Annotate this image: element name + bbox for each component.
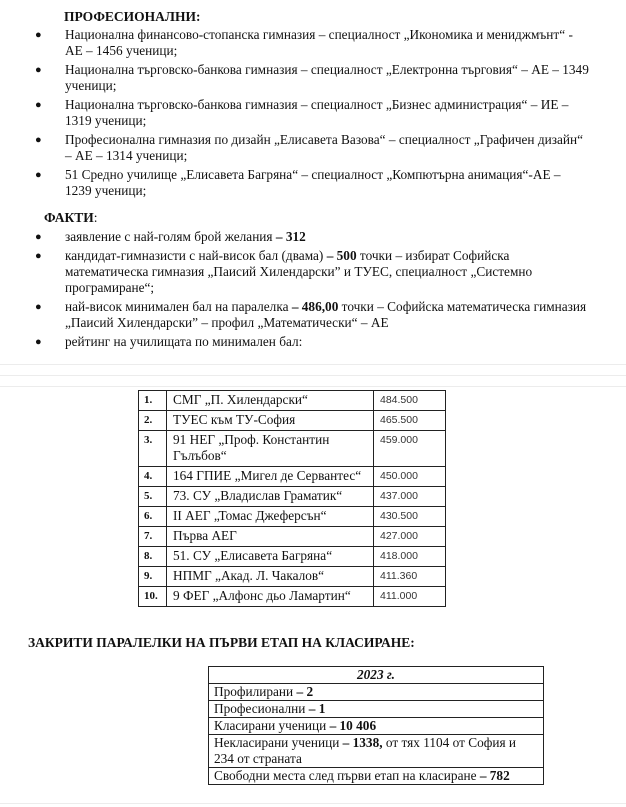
page-break-line (0, 375, 626, 376)
rank-cell: 3. (139, 431, 167, 467)
rank-cell: 1. (139, 391, 167, 411)
school-cell: II АЕГ „Томас Джеферсън“ (167, 507, 374, 527)
school-cell: Първа АЕГ (167, 527, 374, 547)
table-row (139, 507, 446, 527)
list-item: ● Национална финансово-стопанска гимназия – специалност „Икономика и мениджмънт“ - АЕ – 1456 ученици; (35, 27, 573, 58)
year-cell: 2023 г. (209, 667, 544, 684)
table-row (139, 467, 446, 487)
list-item: ● рейтинг на училищата по минимален бал: (35, 334, 303, 349)
closed-classes-table (208, 666, 544, 785)
table-row (139, 411, 446, 431)
score-cell: 430.500 (374, 507, 446, 527)
bullet-icon: ● (35, 134, 42, 146)
closed-classes-heading: ЗАКРИТИ ПАРАЛЕЛКИ НА ПЪРВИ ЕТАП НА КЛАСИРАНЕ: (28, 635, 415, 650)
school-cell: 164 ГПИЕ „Мигел де Сервантес“ (167, 467, 374, 487)
table-row (139, 391, 446, 411)
score-cell: 411.360 (374, 567, 446, 587)
table-row (139, 487, 446, 507)
list-item: ● Национална търговско-банкова гимназия – специалност „Електронна търговия“ – АЕ – 1349 ученици; (35, 62, 589, 93)
score-cell: 411.000 (374, 587, 446, 607)
bullet-icon: ● (35, 29, 42, 41)
list-item: ● заявление с най-голям брой желания – 312 (35, 229, 306, 244)
table-row (139, 587, 446, 607)
bullet-icon: ● (35, 250, 42, 262)
score-cell: 465.500 (374, 411, 446, 431)
list-item: ● 51 Средно училище „Елисавета Багряна“ – специалност „Компютърна анимация“-АЕ – 1239 ученици; (35, 167, 561, 198)
list-item: ● Професионална гимназия по дизайн „Елисавета Вазова“ – специалност „Графичен дизайн“ – АЕ – 1314 ученици; (35, 132, 584, 163)
list-item: ● Национална търговско-банкова гимназия – специалност „Бизнес администрация“ – ИЕ – 1319 ученици; (35, 97, 569, 128)
rank-cell: 7. (139, 527, 167, 547)
score-cell: 437.000 (374, 487, 446, 507)
bullet-icon: ● (35, 169, 42, 181)
bullet-icon: ● (35, 231, 42, 243)
facts-heading: ФАКТИ: (44, 210, 98, 225)
school-cell: 91 НЕГ „Проф. Константин Гълъбов“ (167, 431, 374, 467)
professional-list (30, 27, 590, 202)
rank-cell: 5. (139, 487, 167, 507)
bullet-icon: ● (35, 301, 42, 313)
school-cell: НПМГ „Акад. Л. Чакалов“ (167, 567, 374, 587)
table-row (139, 431, 446, 467)
page-break-line (0, 364, 626, 365)
table-row: Профилирани – 2 (209, 684, 544, 701)
rank-cell: 8. (139, 547, 167, 567)
list-item: ● най-висок минимален бал на паралелка – 486,00 точки – Софийска математическа гимназия „Паисий Хилендарски” – профил „Математически“ – АЕ (35, 299, 587, 330)
score-cell: 427.000 (374, 527, 446, 547)
table-row: Свободни места след първи етап на класиране – 782 (209, 768, 544, 785)
table-row (139, 567, 446, 587)
bullet-icon: ● (35, 336, 42, 348)
table-header-row (209, 667, 544, 684)
school-cell: 9 ФЕГ „Алфонс дьо Ламартин“ (167, 587, 374, 607)
table-row: Професионални – 1 (209, 701, 544, 718)
score-cell: 450.000 (374, 467, 446, 487)
school-cell: СМГ „П. Хилендарски“ (167, 391, 374, 411)
school-cell: 51. СУ „Елисавета Багряна“ (167, 547, 374, 567)
table-row: Класирани ученици – 10 406 (209, 718, 544, 735)
school-cell: 73. СУ „Владислав Граматик“ (167, 487, 374, 507)
facts-list (30, 229, 590, 353)
rank-cell: 6. (139, 507, 167, 527)
table-row (139, 527, 446, 547)
page-break-line (0, 803, 626, 804)
score-cell: 459.000 (374, 431, 446, 467)
table-row: Некласирани ученици – 1338, от тях 1104 от София и 234 от страната (209, 735, 544, 768)
school-cell: ТУЕС към ТУ-София (167, 411, 374, 431)
rank-cell: 9. (139, 567, 167, 587)
table-row (139, 547, 446, 567)
rank-cell: 4. (139, 467, 167, 487)
score-cell: 418.000 (374, 547, 446, 567)
bullet-icon: ● (35, 64, 42, 76)
page-break-line (0, 386, 626, 387)
rank-cell: 2. (139, 411, 167, 431)
ranking-table (138, 390, 446, 607)
professional-heading: ПРОФЕСИОНАЛНИ: (64, 9, 201, 24)
list-item: ● кандидат-гимназисти с най-висок бал (двама) – 500 точки – избират Софийска математическа гимназия „Паисий Хилендарски” и ТУЕС, специалност „Системно програмиране“; (35, 248, 533, 295)
bullet-icon: ● (35, 99, 42, 111)
score-cell: 484.500 (374, 391, 446, 411)
rank-cell: 10. (139, 587, 167, 607)
